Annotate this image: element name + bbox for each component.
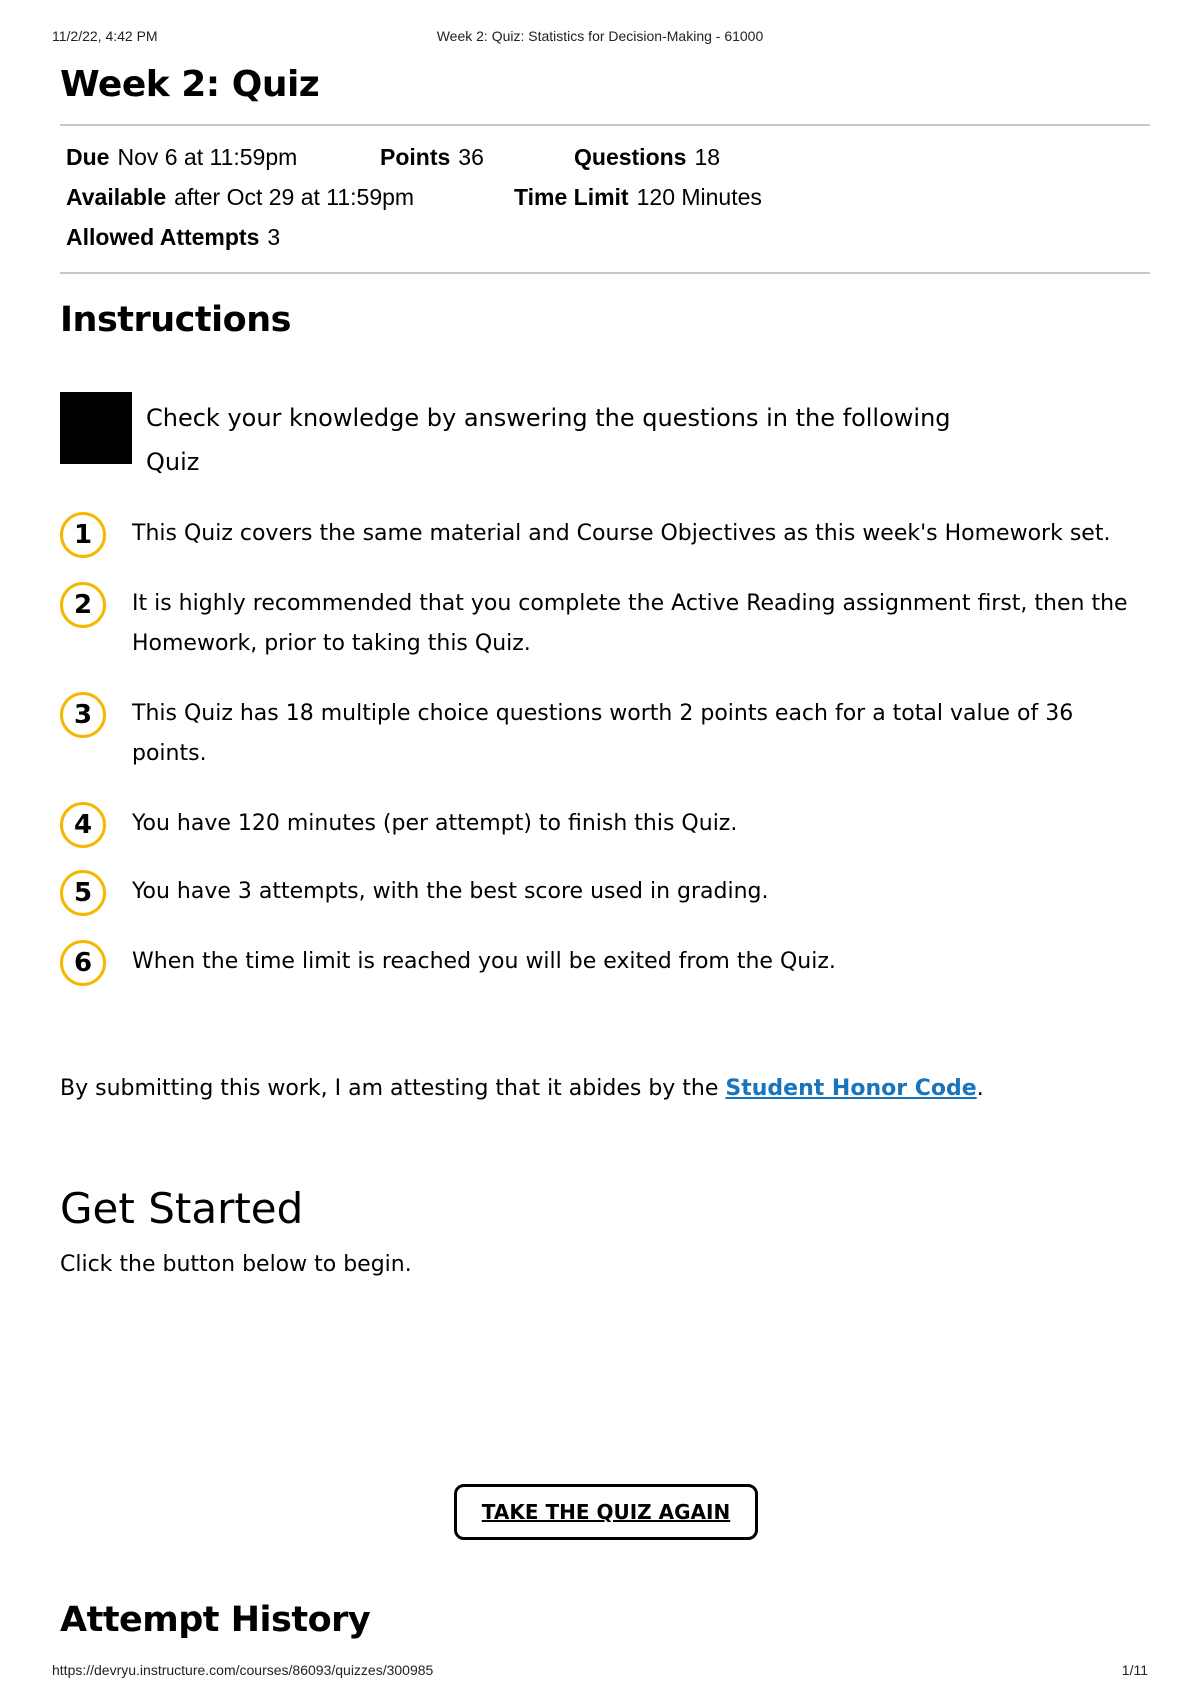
points-label: Points <box>380 144 451 170</box>
time-limit-value: 120 Minutes <box>636 184 762 210</box>
step-text: It is highly recommended that you complete the Active Reading assignment first, then the Homework, prior to taking this Quiz. <box>132 591 1128 656</box>
step-number-badge: 5 <box>60 870 106 916</box>
step-text: When the time limit is reached you will be exited from the Quiz. <box>132 949 836 974</box>
print-page-title: Week 2: Quiz: Statistics for Decision-Making - 61000 <box>436 28 764 44</box>
details-bottom-divider <box>60 272 1150 274</box>
step-number-badge: 2 <box>60 582 106 628</box>
questions-detail <box>574 144 720 171</box>
take-quiz-again-button[interactable]: TAKE THE QUIZ AGAIN <box>454 1484 758 1540</box>
intro-text-line1: Check your knowledge by answering the questions in the following <box>146 404 951 432</box>
due-label: Due <box>66 144 110 170</box>
step-number-badge: 3 <box>60 692 106 738</box>
step-text: This Quiz has 18 multiple choice questions worth 2 points each for a total value of 36 points. <box>132 701 1074 766</box>
step-text: This Quiz covers the same material and Course Objectives as this week's Homework set. <box>132 521 1111 546</box>
attempts-detail <box>66 224 280 251</box>
step-number-badge: 1 <box>60 512 106 558</box>
step-number-badge: 4 <box>60 802 106 848</box>
due-detail <box>66 144 297 171</box>
print-url: https://devryu.instructure.com/courses/86093/quizzes/300985 <box>52 1662 434 1678</box>
points-value: 36 <box>458 144 484 170</box>
instructions-heading: Instructions <box>60 300 291 340</box>
allowed-attempts-value: 3 <box>267 224 281 250</box>
intro-image-placeholder <box>60 392 132 464</box>
print-timestamp: 11/2/22, 4:42 PM <box>52 28 158 44</box>
quiz-content <box>60 60 1150 1640</box>
attempt-history-heading: Attempt History <box>60 1600 371 1640</box>
step-text: You have 3 attempts, with the best score used in grading. <box>132 879 769 904</box>
quiz-details <box>60 126 1150 272</box>
student-honor-code-link[interactable]: Student Honor Code <box>725 1076 977 1101</box>
questions-label: Questions <box>574 144 687 170</box>
print-page-number: 1/11 <box>1121 1662 1148 1678</box>
due-value: Nov 6 at 11:59pm <box>117 144 298 170</box>
intro-text-line2: Quiz <box>146 448 200 476</box>
print-header <box>52 28 1148 48</box>
step-text: You have 120 minutes (per attempt) to finish this Quiz. <box>132 811 738 836</box>
begin-instructions: Click the button below to begin. <box>60 1252 412 1277</box>
step-number-badge: 6 <box>60 940 106 986</box>
questions-value: 18 <box>694 144 721 170</box>
print-footer <box>52 1662 1148 1682</box>
available-label: Available <box>66 184 167 210</box>
available-detail <box>66 184 414 211</box>
honor-code-attestation <box>60 1076 984 1101</box>
available-value: after Oct 29 at 11:59pm <box>174 184 415 210</box>
time-limit-detail <box>514 184 762 211</box>
attest-suffix: . <box>976 1076 984 1101</box>
intro-text <box>146 396 1006 484</box>
attest-prefix: By submitting this work, I am attesting that it abides by the <box>60 1076 726 1101</box>
points-detail <box>380 144 484 171</box>
time-limit-label: Time Limit <box>514 184 629 210</box>
page-title: Week 2: Quiz <box>60 64 320 105</box>
get-started-heading: Get Started <box>60 1184 304 1233</box>
allowed-attempts-label: Allowed Attempts <box>66 224 260 250</box>
